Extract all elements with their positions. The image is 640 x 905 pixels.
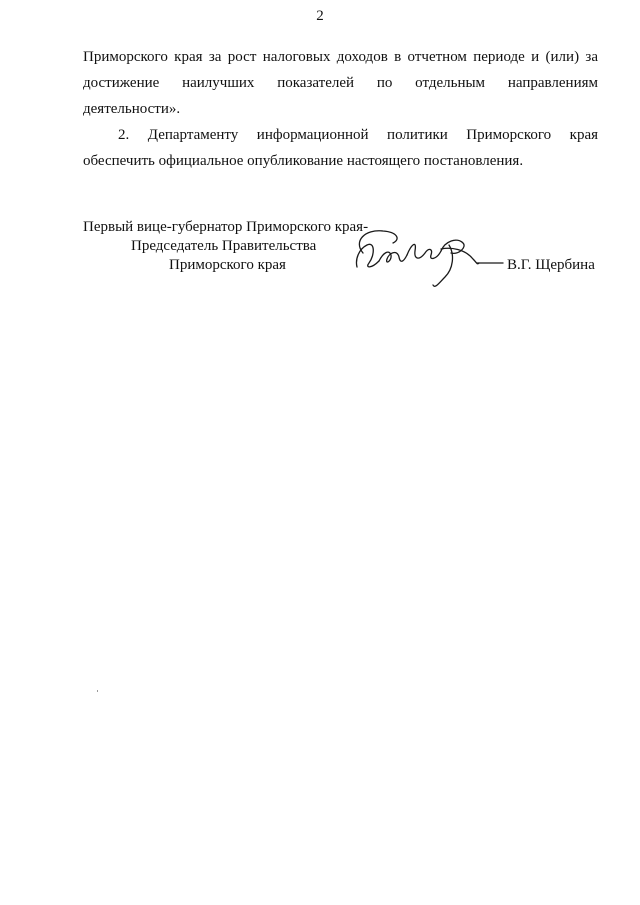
- page-number: 2: [316, 8, 324, 24]
- paragraph-continuation: Приморского края за рост налоговых доходов в отчетном периоде и (или) за достижение наилучших показателей по отдельным направлениям деятельности».: [83, 49, 598, 117]
- handwritten-signature: [345, 219, 505, 291]
- signatory-title-line-3: Приморского края: [169, 257, 286, 273]
- signature-block: [83, 219, 603, 289]
- body-text: [83, 44, 598, 174]
- signatory-title-line-2: Председатель Правительства: [131, 238, 317, 254]
- paragraph-item-2: 2. Департаменту информационной политики Приморского края обеспечить официальное опубликование настоящего постановления.: [83, 127, 598, 169]
- signatory-title-line-1: Первый вице-губернатор Приморского края-: [83, 219, 369, 235]
- signatory-name: В.Г. Щербина: [507, 257, 595, 273]
- scan-speck: [97, 690, 98, 692]
